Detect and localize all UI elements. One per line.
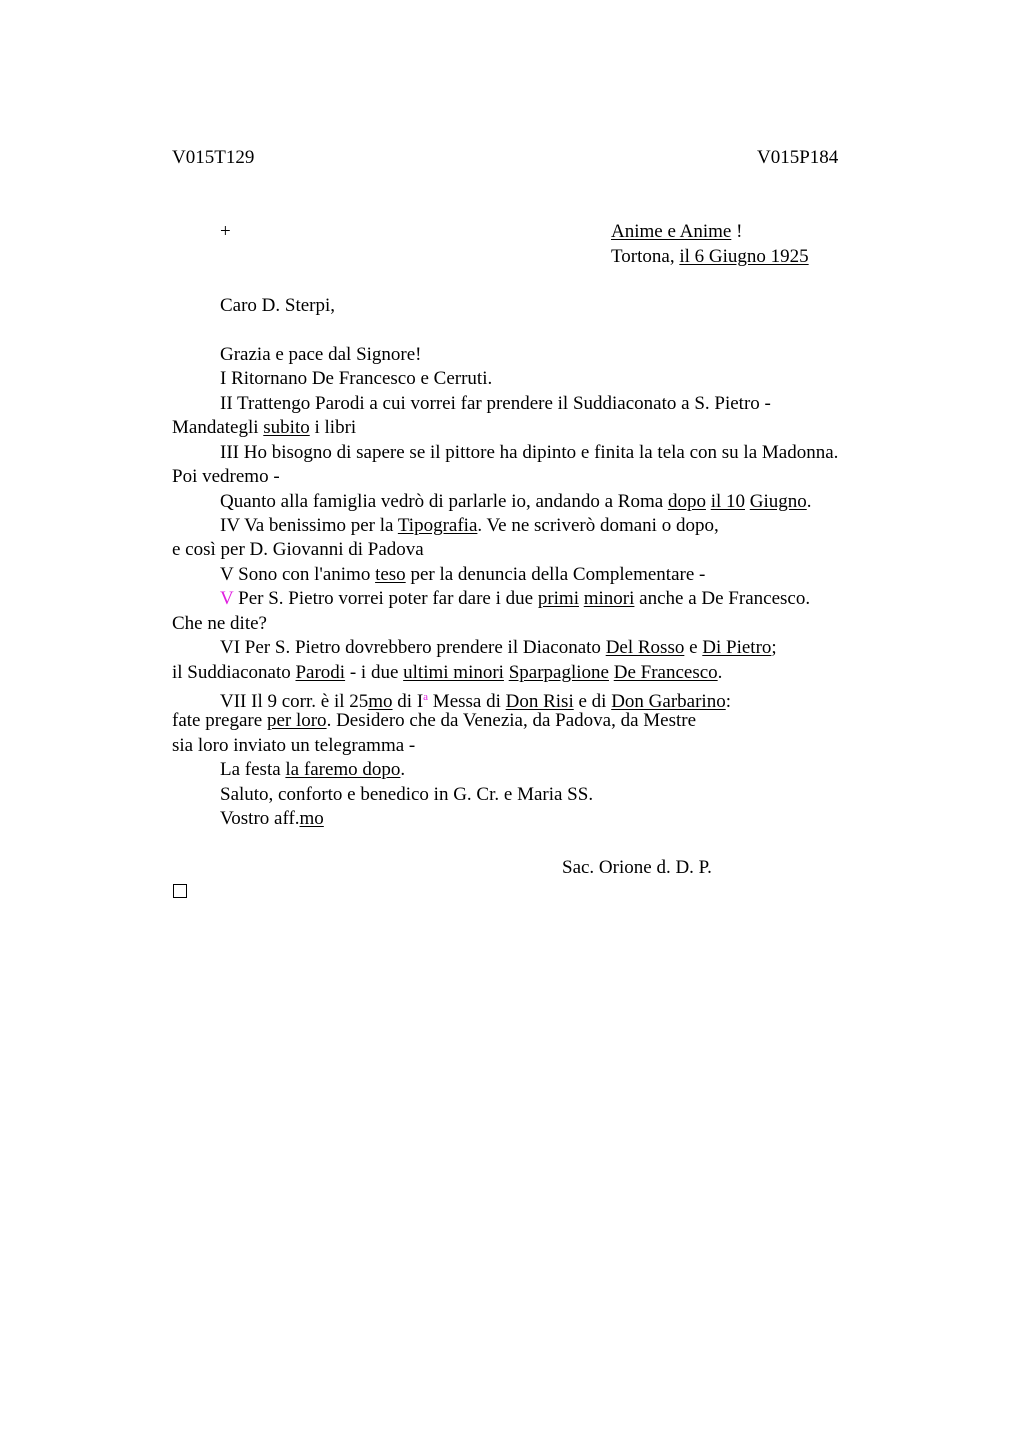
letter-line: Mandategli subito i libri [172, 417, 357, 438]
place-date: Tortona, il 6 Giugno 1925 [611, 246, 809, 267]
closing: Vostro aff.mo [220, 808, 324, 829]
letter-line: e così per D. Giovanni di Padova [172, 539, 424, 560]
letter-line: III Ho bisogno di sapere se il pittore ha dipinto e finita la tela con su la Madonna. [220, 442, 839, 463]
end-marker-box [173, 884, 187, 898]
highlighted-numeral: V [220, 588, 234, 609]
letter-line: Poi vedremo - [172, 466, 280, 487]
letter-line: V Sono con l'animo teso per la denuncia della Complementare - [220, 564, 706, 585]
superscript: a [423, 691, 429, 703]
letter-line: il Suddiaconato Parodi - i due ultimi minori Sparpaglione De Francesco. [172, 662, 723, 683]
cross-mark: + [220, 221, 231, 242]
greeting: Grazia e pace dal Signore! [220, 344, 422, 365]
letter-line: La festa la faremo dopo. [220, 759, 406, 780]
letter-line: Quanto alla famiglia vedrò di parlarle io, andando a Roma dopo il 10 Giugno. [220, 491, 812, 512]
letter-line: fate pregare per loro. Desidero che da Venezia, da Padova, da Mestre [172, 710, 697, 731]
letter-line: Saluto, conforto e benedico in G. Cr. e Maria SS. [220, 784, 594, 805]
archive-code-right: V015P184 [757, 147, 839, 168]
letter-line: IV Va benissimo per la Tipografia. Ve ne scriverò domani o dopo, [220, 515, 719, 536]
motto: Anime e Anime ! [611, 221, 743, 242]
letter-line: VI Per S. Pietro dovrebbero prendere il Diaconato Del Rosso e Di Pietro; [220, 637, 777, 658]
letter-line: VII Il 9 corr. è il 25mo di $I^a$ Messa di Don Risi e di Don Garbarino: [220, 691, 731, 712]
letter-line: V Per S. Pietro vorrei poter far dare i due primi minori anche a De Francesco. [220, 588, 811, 609]
signature: Sac. Orione d. D. P. [562, 857, 712, 878]
letter-line: sia loro inviato un telegramma - [172, 735, 416, 756]
letter-line: II Trattengo Parodi a cui vorrei far prendere il Suddiaconato a S. Pietro - [220, 393, 771, 414]
salutation: Caro D. Sterpi, [220, 295, 336, 316]
letter-line: Che ne dite? [172, 613, 267, 634]
letter-line: I Ritornano De Francesco e Cerruti. [220, 368, 493, 389]
archive-code-left: V015T129 [172, 147, 255, 168]
